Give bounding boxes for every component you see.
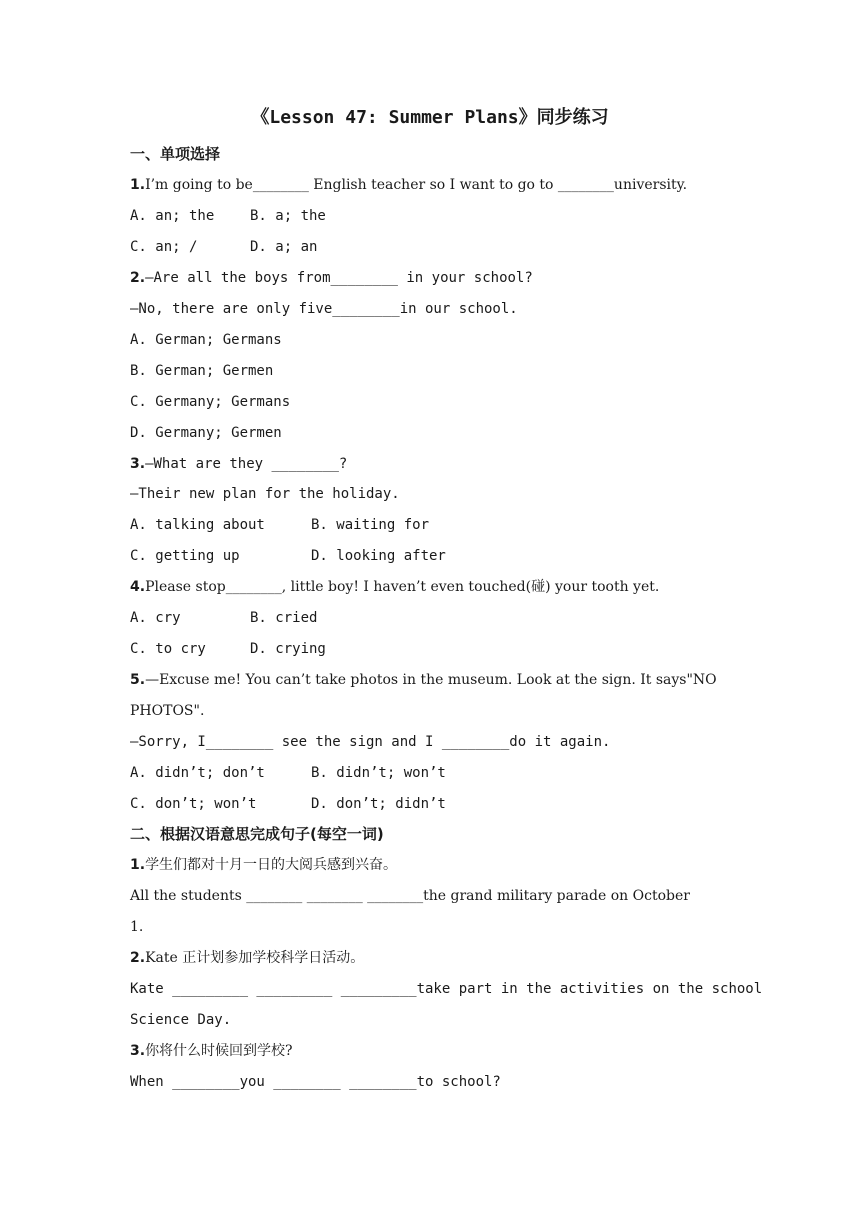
option-a: A. cry bbox=[130, 610, 181, 626]
option-c: C. to cry bbox=[130, 641, 206, 657]
question-number: 3. bbox=[130, 456, 146, 472]
section-heading-choice: 一、单项选择 bbox=[130, 145, 221, 163]
option-c: C. getting up bbox=[130, 548, 240, 564]
option-b: B. waiting for bbox=[311, 517, 430, 533]
question-2 bbox=[130, 268, 730, 288]
question-5 bbox=[130, 670, 730, 690]
option-c: C. an; / bbox=[130, 239, 198, 255]
option-b: B. didn’t; won’t bbox=[311, 765, 446, 781]
chinese-sentence: 学生们都对十月一日的大阅兵感到兴奋。 bbox=[145, 857, 398, 873]
question-4 bbox=[130, 577, 730, 597]
translation-1-english-continued: 1. bbox=[130, 919, 144, 935]
option-d: D. don’t; didn’t bbox=[311, 796, 446, 812]
option-d: D. crying bbox=[250, 641, 326, 657]
question-text: Please stop________, little boy! I haven’t even touched(碰) your tooth yet. bbox=[145, 579, 660, 595]
question-number: 1. bbox=[130, 177, 146, 193]
translation-2-english-continued: Science Day. bbox=[130, 1012, 232, 1028]
question-text: —What are they ________? bbox=[145, 456, 348, 472]
translation-2-chinese bbox=[130, 948, 730, 968]
option-d: D. looking after bbox=[311, 548, 446, 564]
question-number: 3. bbox=[130, 1043, 146, 1059]
question-number: 2. bbox=[130, 950, 146, 966]
option-a: A. didn’t; don’t bbox=[130, 765, 265, 781]
question-text: I’m going to be________ English teacher so I want to go to ________university. bbox=[145, 177, 688, 193]
answer-line: —Their new plan for the holiday. bbox=[130, 486, 400, 502]
option-c: C. Germany; Germans bbox=[130, 394, 291, 410]
answer-line: —Sorry, I________ see the sign and I ________do it again. bbox=[130, 734, 611, 750]
question-number: 2. bbox=[130, 270, 146, 286]
translation-3-english: When ________you ________ ________to school? bbox=[130, 1074, 501, 1090]
question-number: 1. bbox=[130, 857, 146, 873]
question-1 bbox=[130, 175, 730, 195]
question-text: —Excuse me! You can’t take photos in the museum. Look at the sign. It says"NO bbox=[145, 672, 717, 688]
translation-1-english: All the students ________ ________ ________the grand military parade on October bbox=[130, 888, 690, 904]
option-a: A. German; Germans bbox=[130, 332, 282, 348]
page-title: 《Lesson 47: Summer Plans》同步练习 bbox=[251, 107, 609, 128]
answer-line: —No, there are only five________in our school. bbox=[130, 301, 518, 317]
question-3 bbox=[130, 454, 730, 474]
option-b: B. German; Germen bbox=[130, 363, 274, 379]
question-number: 4. bbox=[130, 579, 146, 595]
option-b: B. a; the bbox=[250, 208, 326, 224]
option-c: C. don’t; won’t bbox=[130, 796, 257, 812]
option-a: A. talking about bbox=[130, 517, 265, 533]
translation-2-english: Kate _________ _________ _________take part in the activities on the school bbox=[130, 981, 763, 997]
translation-3-chinese bbox=[130, 1041, 730, 1061]
question-text-continued: PHOTOS". bbox=[130, 703, 205, 719]
question-number: 5. bbox=[130, 672, 146, 688]
option-a: A. an; the bbox=[130, 208, 215, 224]
chinese-sentence: 你将什么时候回到学校? bbox=[145, 1043, 293, 1059]
option-d: D. a; an bbox=[250, 239, 318, 255]
section-heading-translation: 二、根据汉语意思完成句子(每空一词) bbox=[130, 825, 384, 843]
translation-1-chinese bbox=[130, 855, 730, 875]
option-d: D. Germany; Germen bbox=[130, 425, 282, 441]
chinese-sentence: Kate 正计划参加学校科学日活动。 bbox=[145, 950, 365, 966]
question-text: —Are all the boys from________ in your school? bbox=[145, 270, 533, 286]
option-b: B. cried bbox=[250, 610, 318, 626]
